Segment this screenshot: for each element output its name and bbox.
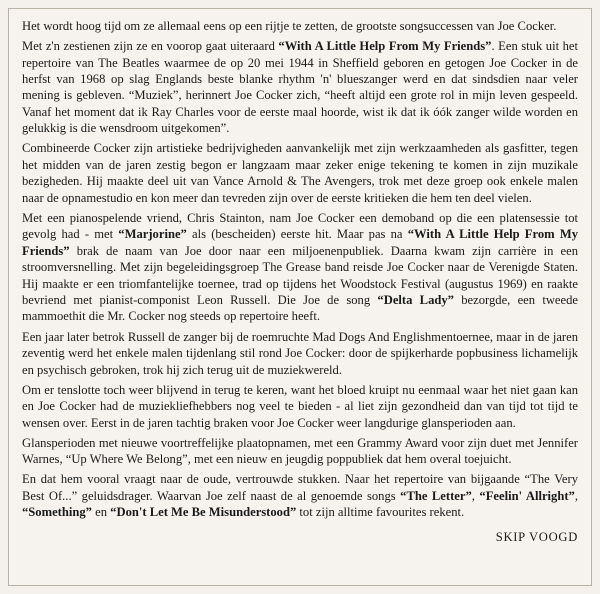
text-run: als (bescheiden) eerste hit. Maar pas na xyxy=(186,227,408,242)
paragraph xyxy=(22,210,578,325)
paragraph xyxy=(22,382,578,431)
emphasised-title: “Delta Lady” xyxy=(377,293,454,308)
text-run: Glansperioden met nieuwe voortreffelijke plaatopnamen, met een Grammy Award voor zijn duet met Jennifer Warnes, “Up Where We Belong”, met een nieuw en jeugdig poppubliek dat hem overal toejuicht. xyxy=(22,435,578,467)
text-run: Met een pianospelende vriend, Chris Stainton, nam Joe Cocker een demoband op die een platensessie tot gevolg had - met xyxy=(22,210,578,242)
text-run: tot zijn alltime favourites rekent. xyxy=(296,505,465,520)
text-run: brak de naam van Joe door naar een miljoenenpubliek. Daarna kwam zijn carrière in een stroomversnelling. Met zijn begeleidingsgroep The Grease band reisde Joe Cocker naar de Verenigde Staten. Hij maakte er een triomfantelijke toernee, trad op tijdens het Woodstock Festival (augustus 1969) en raakte bevriend met pianist-componist Leon Russell. Die Joe de song xyxy=(22,243,578,308)
emphasised-title: “Marjorine” xyxy=(118,227,187,242)
text-run: Combineerde Cocker zijn artistieke bedrijvigheden aanvankelijk met zijn werkzaamheden als gasfitter, tegen het midden van de jaren zestig begon er langzaam maar zeker enige tekening te komen in zijn muzikale bezigheden. Hij maakte deel uit van Vance Arnold & The Avengers, trok met deze groep ook enkele malen naar de opnamestudio en kon meer dan tevreden zijn over de eerste kritieken die hem ten deel vielen. xyxy=(22,141,578,205)
paragraph xyxy=(22,329,578,378)
text-run: . Een stuk uit het repertoire van The Beatles waarmee de op 20 mei 1944 in Sheffield geboren en getogen Joe Cocker in de herfst van 1968 op slag Englands beste blanke rhythm 'n' blueszanger werd en dat sindsdien naar veler mening is gebleven. “Muziek”, herinnert Joe Cocker zich, “heeft altijd een grote rol in mijn leven gespeeld. Vanaf het moment dat ik Ray Charles voor de eerste maal hoorde, wist ik dat ik óók zanger wilde worden en gelukkig is die wensdroom uitgekomen”. xyxy=(22,39,578,136)
paragraph xyxy=(22,435,578,468)
paragraph xyxy=(22,38,578,137)
emphasised-title: “With A Little Help From My Friends” xyxy=(22,227,578,258)
liner-notes-text xyxy=(22,18,578,574)
paragraph-list xyxy=(22,18,578,521)
emphasised-title: “Don't Let Me Be Misunderstood” xyxy=(110,505,297,520)
text-run: , xyxy=(574,488,578,503)
paragraph xyxy=(22,18,578,34)
text-run: En dat hem vooral vraagt naar de oude, vertrouwde stukken. Naar het repertoire van bijgaande “The Very Best Of...” geluidsdrager. Waarvan Joe zelf naast de al genoemde songs xyxy=(22,472,578,503)
author-signature: SKIP VOOGD xyxy=(495,529,578,544)
emphasised-title: “Feelin' Allright” xyxy=(479,488,575,503)
emphasised-title: “The Letter” xyxy=(400,488,472,503)
text-run: Met z'n zestienen zijn ze en voorop gaat uiteraard xyxy=(22,39,279,54)
text-run: Om er tenslotte toch weer blijvend in terug te keren, want het bloed kruipt nu eenmaal waar het niet gaan kan en Joe Cocker had de muziekliefhebbers nog veel te bieden - al liet zijn gezondheid dan van tijd tot tijd te wensen over. Eerst in de jaren tachtig braken voor Joe Cocker weer langdurige glansperioden aan. xyxy=(22,382,578,430)
text-run: bezorgde, een tweede mammoethit die Mr. Cocker nog steeds op repertoire heeft. xyxy=(22,293,578,324)
paragraph xyxy=(22,471,578,520)
text-run: , xyxy=(471,488,480,503)
emphasised-title: “With A Little Help From My Friends” xyxy=(278,39,492,54)
text-run: Het wordt hoog tijd om ze allemaal eens op een rijtje te zetten, de grootste songsuccessen van Joe Cocker. xyxy=(22,19,557,33)
paragraph xyxy=(22,140,578,206)
text-run: en xyxy=(91,505,111,520)
text-run: Een jaar later betrok Russell de zanger bij de roemruchte Mad Dogs And Englishmentoernee, maar in de jaren zeventig werd het enkele malen tijdenlang stil rond Joe Cocker: door de spijkerharde popbusiness lichamelijk en psychisch gebroken, trok hij zich terug uit de muziekwereld. xyxy=(22,329,578,377)
emphasised-title: “Something” xyxy=(22,505,92,520)
